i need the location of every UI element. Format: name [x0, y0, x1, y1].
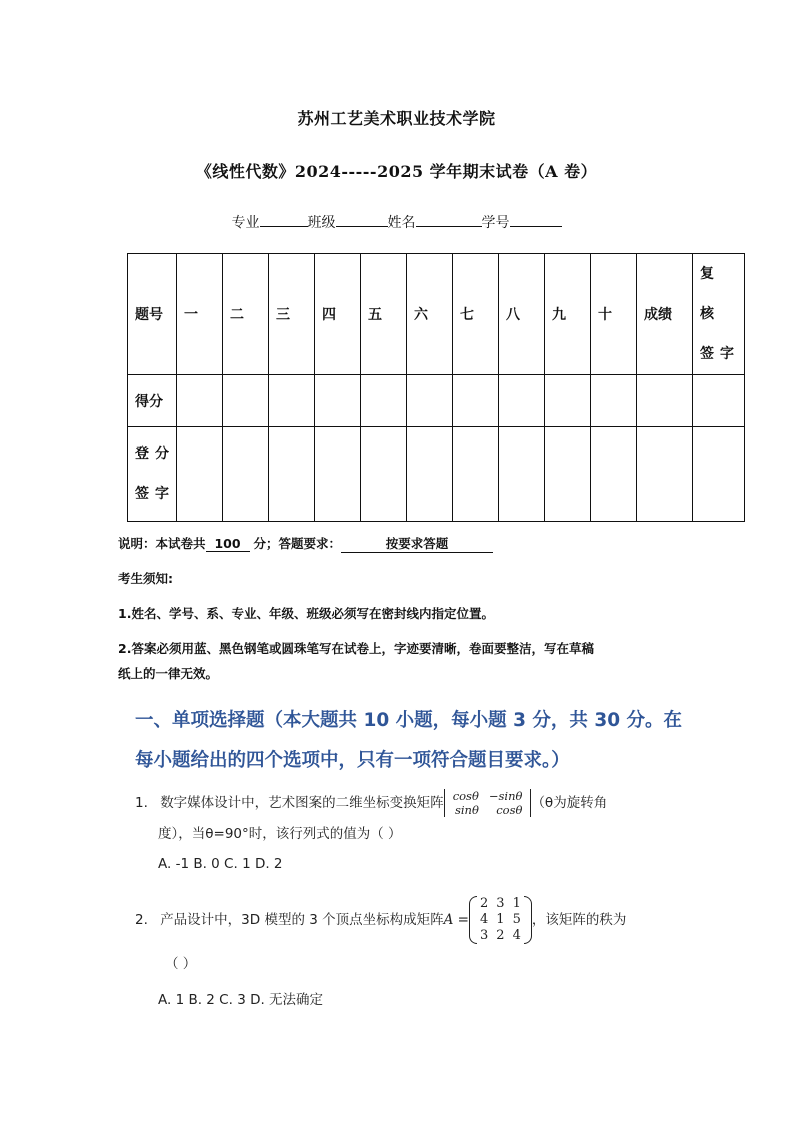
signer-line1: 登分	[135, 446, 175, 462]
matrix-cell: 4	[480, 912, 489, 927]
sign-cell[interactable]	[269, 427, 315, 522]
row-head-cell: 题号	[128, 254, 177, 375]
right-paren	[524, 896, 532, 944]
sign-cell[interactable]	[315, 427, 361, 522]
rule-2-line2: 纸上的一律无效。	[118, 666, 219, 681]
rule-1: 1.姓名、学号、系、专业、年级、班级必须写在密封线内指定位置。	[118, 606, 494, 621]
col-head-8: 八	[499, 254, 545, 375]
matrix-cell: 5	[512, 912, 521, 927]
col-head-9: 九	[545, 254, 591, 375]
col-head-3: 三	[269, 254, 315, 375]
score-cell[interactable]	[499, 375, 545, 427]
major-label: 专业	[231, 215, 260, 231]
question-2-line2: （ ）	[165, 956, 197, 972]
score-cell[interactable]	[591, 375, 637, 427]
student-info-row	[0, 212, 793, 232]
score-cell[interactable]	[545, 375, 591, 427]
sign-cell[interactable]	[545, 427, 591, 522]
matrix-cell: cosθ	[496, 803, 523, 817]
matrix-cell: sinθ	[454, 803, 479, 817]
score-cell[interactable]	[223, 375, 269, 427]
question-number: 2.	[135, 912, 148, 928]
score-cell[interactable]	[315, 375, 361, 427]
signer-row-head	[128, 427, 177, 522]
col-head-7: 七	[453, 254, 499, 375]
matrix-cell: 3	[496, 896, 505, 911]
col-head-4: 四	[315, 254, 361, 375]
review-line1: 复 核	[700, 266, 720, 322]
score-cell[interactable]	[177, 375, 223, 427]
section-heading-line1: 一、单项选择题（本大题共 10 小题，每小题 3 分，共 30 分。在	[135, 710, 683, 731]
matrix-a	[469, 896, 532, 944]
score-cell[interactable]	[637, 375, 693, 427]
table-row	[128, 427, 745, 522]
col-head-review	[693, 254, 745, 375]
question-text: ，该矩阵的秩为	[531, 912, 627, 928]
matrix-cell: 4	[512, 928, 521, 943]
school-name: 苏州工艺美术职业技术学院	[297, 109, 496, 128]
matrix-cell: −sinθ	[488, 789, 523, 803]
score-cell[interactable]	[453, 375, 499, 427]
score-cell[interactable]	[407, 375, 453, 427]
exam-description	[118, 534, 493, 553]
question-text: 数字媒体设计中，艺术图案的二维坐标变换矩阵	[160, 795, 444, 811]
col-head-6: 六	[407, 254, 453, 375]
description-requirement-label: 分；答题要求：	[253, 536, 342, 551]
col-head-10: 十	[591, 254, 637, 375]
sign-cell[interactable]	[693, 427, 745, 522]
determinant	[444, 789, 532, 817]
matrix-label: A =	[443, 912, 469, 928]
exam-title: 《线性代数》2024-----2025 学年期末试卷（A 卷）	[195, 162, 598, 181]
question-2-options: A. 1 B. 2 C. 3 D. 无法确定	[158, 992, 324, 1008]
question-text: 产品设计中，3D 模型的 3 个顶点坐标构成矩阵	[160, 912, 444, 928]
matrix-cell: cosθ	[452, 789, 479, 803]
review-line2: 签字	[700, 346, 740, 362]
student-id-field[interactable]	[510, 212, 562, 227]
sign-cell[interactable]	[637, 427, 693, 522]
major-field[interactable]	[260, 212, 308, 227]
score-cell[interactable]	[361, 375, 407, 427]
score-cell[interactable]	[693, 375, 745, 427]
col-head-5: 五	[361, 254, 407, 375]
sign-cell[interactable]	[361, 427, 407, 522]
matrix-cell: 1	[512, 896, 521, 911]
col-head-2: 二	[223, 254, 269, 375]
matrix-cell: 2	[496, 928, 505, 943]
sign-cell[interactable]	[407, 427, 453, 522]
sign-cell[interactable]	[591, 427, 637, 522]
table-row	[128, 254, 745, 375]
total-score: 100	[206, 536, 250, 552]
score-cell[interactable]	[269, 375, 315, 427]
question-text: （θ为旋转角	[531, 795, 608, 811]
rule-2-line1: 2.答案必须用蓝、黑色钢笔或圆珠笔写在试卷上，字迹要清晰，卷面要整洁，写在草稿	[118, 641, 594, 656]
question-number: 1.	[135, 795, 148, 811]
question-1	[135, 789, 675, 817]
table-row	[128, 375, 745, 427]
sign-cell[interactable]	[453, 427, 499, 522]
score-table	[127, 253, 745, 522]
question-1-line2: 度），当θ=90°时，该行列式的值为（ ）	[158, 826, 402, 842]
class-field[interactable]	[336, 212, 388, 227]
class-label: 班级	[307, 215, 336, 231]
question-1-options: A. -1 B. 0 C. 1 D. 2	[158, 856, 283, 872]
name-field[interactable]	[416, 212, 482, 227]
name-label: 姓名	[387, 215, 416, 231]
matrix-cell: 3	[480, 928, 489, 943]
question-2	[135, 896, 695, 944]
requirement-text: 按要求答题	[341, 534, 493, 553]
section-heading-line2: 每小题给出的四个选项中，只有一项符合题目要求。）	[135, 750, 570, 771]
left-paren	[469, 896, 477, 944]
candidate-notice: 考生须知:	[118, 571, 173, 586]
matrix-cell: 1	[496, 912, 505, 927]
score-row-head: 得分	[128, 375, 177, 427]
matrix-cell: 2	[480, 896, 489, 911]
sign-cell[interactable]	[177, 427, 223, 522]
sign-cell[interactable]	[499, 427, 545, 522]
sign-cell[interactable]	[223, 427, 269, 522]
col-head-total: 成绩	[637, 254, 693, 375]
signer-line2: 签字	[135, 486, 175, 502]
description-prefix: 说明：本试卷共	[118, 536, 206, 551]
student-id-label: 学号	[481, 215, 510, 231]
col-head-1: 一	[177, 254, 223, 375]
